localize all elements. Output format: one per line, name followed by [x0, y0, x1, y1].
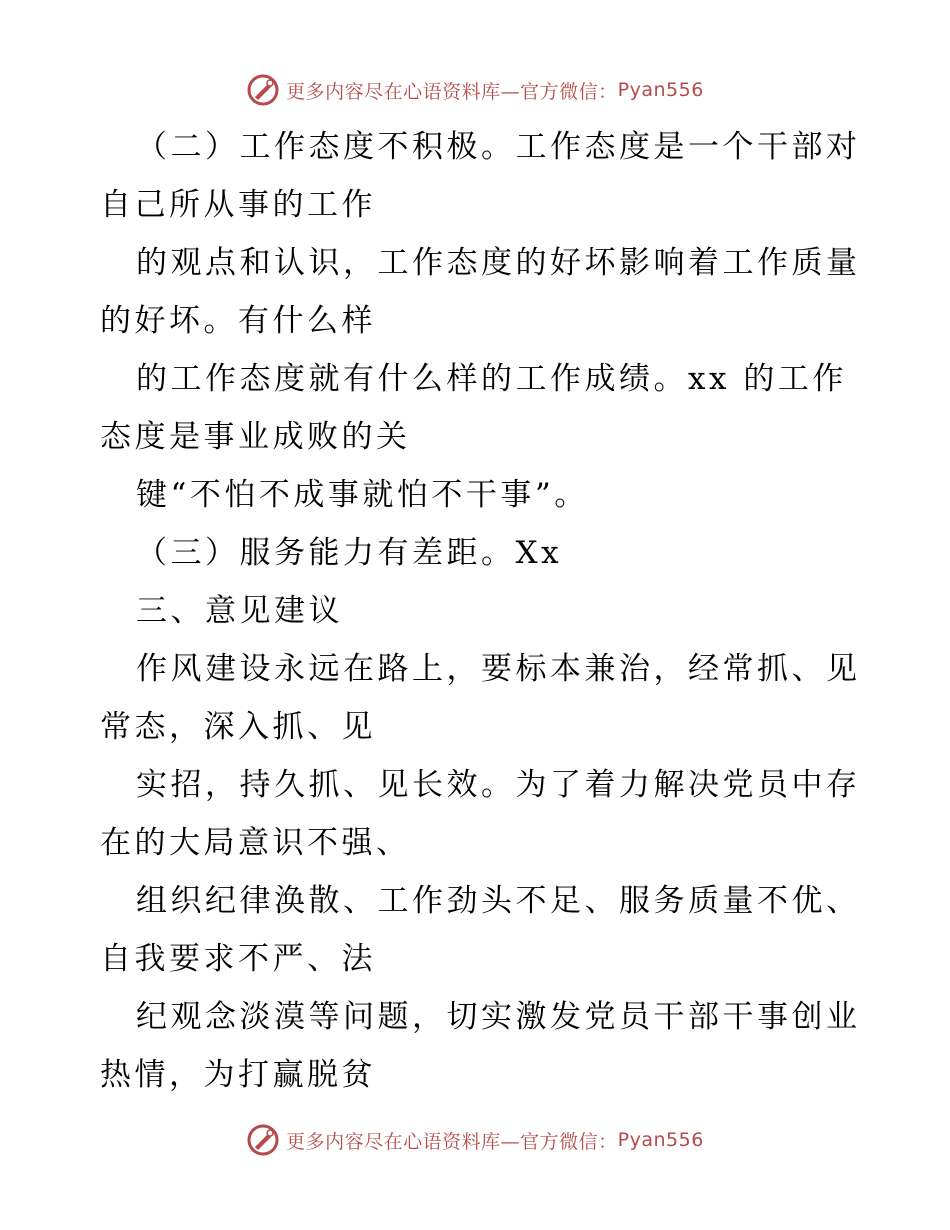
watermark-text: 更多内容尽在心语资料库—官方微信： — [286, 1130, 618, 1153]
text-line: 自己所从事的工作 — [100, 187, 376, 223]
text-line: （三）服务能力有差距。Xx — [136, 535, 563, 571]
text-line: 热情，为打赢脱贫 — [100, 1057, 376, 1093]
document-body — [100, 118, 870, 1104]
watermark-wechat-id: Pyan556 — [617, 1129, 704, 1151]
watermark-text: 更多内容尽在心语资料库—官方微信： — [286, 80, 618, 103]
text-line: 实招，持久抓、见长效。为了着力解决党员中存 — [136, 767, 861, 803]
text-line: 常态，深入抓、见 — [100, 709, 376, 745]
header-watermark — [0, 70, 950, 110]
text-line: 键“不怕不成事就怕不干事”。 — [136, 477, 589, 513]
text-line: 的好坏。有什么样 — [100, 303, 376, 339]
text-line: 纪观念淡漠等问题，切实激发党员干部干事创业 — [136, 999, 861, 1035]
watermark-wechat-id: Pyan556 — [617, 79, 704, 101]
text-line: 在的大局意识不强、 — [100, 825, 411, 861]
logo-icon — [246, 1123, 280, 1157]
text-line: 作风建设永远在路上，要标本兼治，经常抓、见 — [136, 651, 861, 687]
footer-watermark — [0, 1120, 950, 1160]
logo-icon — [246, 73, 280, 107]
text-line: 的观点和认识，工作态度的好坏影响着工作质量 — [136, 245, 861, 281]
text-line: 自我要求不严、法 — [100, 941, 376, 977]
text-line: （二）工作态度不积极。工作态度是一个干部对 — [136, 129, 861, 165]
text-line: 的工作态度就有什么样的工作成绩。xx 的工作 — [136, 361, 847, 397]
text-line: 组织纪律涣散、工作劲头不足、服务质量不优、 — [136, 883, 861, 919]
section-heading: 三、意见建议 — [136, 593, 343, 629]
text-line: 态度是事业成败的关 — [100, 419, 411, 455]
